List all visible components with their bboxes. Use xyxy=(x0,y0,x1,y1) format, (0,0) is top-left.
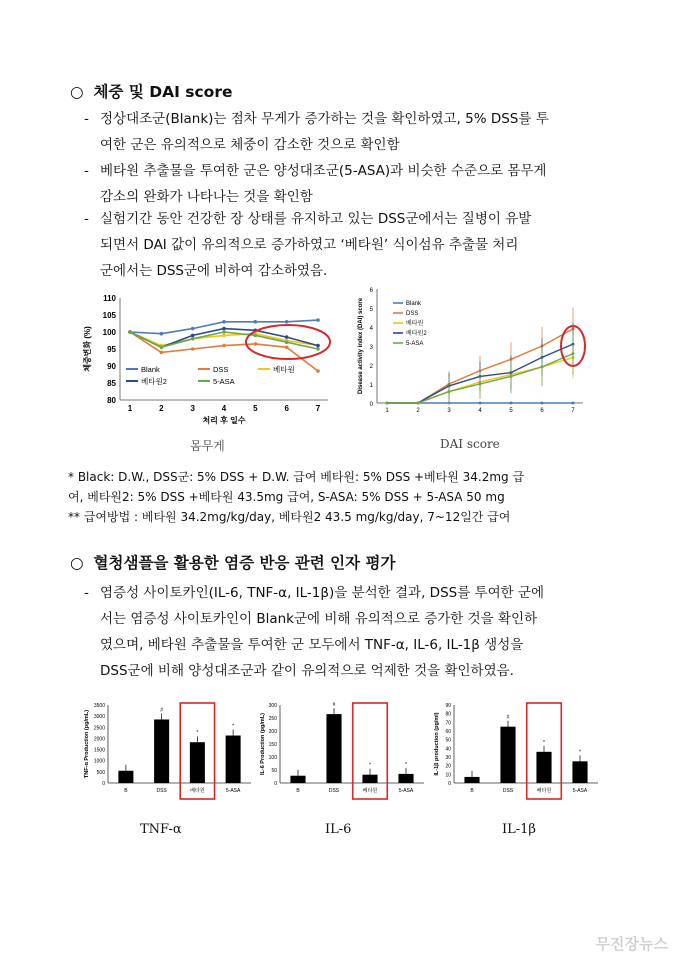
y-tick-label: 105 xyxy=(102,311,116,320)
bullet-line: 정상대조군(Blank)는 점차 무게가 증가하는 것을 확인하였고, 5% DSS를 투 xyxy=(100,111,549,127)
series-point xyxy=(572,352,575,355)
x-tick-label: 5 xyxy=(509,408,513,414)
y-tick-label: 0 xyxy=(102,781,105,787)
y-axis-label: IL-6 Production (pg/mL) xyxy=(260,712,266,776)
series-point xyxy=(386,402,389,405)
x-tick-label: 5 xyxy=(253,404,258,413)
note-line: 여, 베타원2: 5% DSS +베타원 43.5mg 급여, S-ASA: 5% DSS + 5-ASA 50 mg xyxy=(68,490,505,504)
series-point xyxy=(285,340,289,344)
y-tick-label: 70 xyxy=(445,720,451,727)
dash: - xyxy=(84,111,89,127)
x-tick-label: 1 xyxy=(385,408,389,414)
bullet-line: 여한 군은 유의적으로 체중이 감소한 것으로 확인함 xyxy=(100,137,400,153)
legend-label: 5-ASA xyxy=(406,341,424,347)
y-tick-label: 250 xyxy=(268,716,277,722)
label-il6: IL-6 xyxy=(325,822,352,837)
legend-label: DSS xyxy=(213,365,229,374)
series-point xyxy=(191,347,195,351)
section-title-text: 체중 및 DAI score xyxy=(93,83,233,101)
significance-mark: * xyxy=(579,749,581,756)
series-point xyxy=(541,402,544,405)
y-tick-label: 1000 xyxy=(93,758,105,765)
y-tick-label: 5 xyxy=(369,307,373,313)
x-tick-label: 2 xyxy=(159,404,164,413)
y-tick-label: 500 xyxy=(96,769,105,776)
legend-label: Blank xyxy=(406,301,422,307)
x-tick-label: DSS xyxy=(156,788,167,794)
series-point xyxy=(316,347,320,351)
x-tick-label: 6 xyxy=(540,408,544,414)
x-tick-label: 7 xyxy=(571,408,575,414)
series-point xyxy=(160,351,164,355)
section-title-weight-dai xyxy=(70,80,233,102)
x-tick-label: DSS xyxy=(502,788,514,794)
bullet-2 xyxy=(84,158,660,210)
y-tick-label: 2000 xyxy=(93,736,105,743)
significance-mark: # xyxy=(160,707,164,714)
y-tick-label: 30 xyxy=(445,755,451,761)
series-point xyxy=(160,332,164,336)
series-point xyxy=(191,337,195,341)
legend-label: DSS xyxy=(406,311,419,317)
bar xyxy=(326,714,341,783)
x-tick-label: B xyxy=(470,788,474,794)
weight-change-chart xyxy=(78,290,340,430)
bullet-line: 되면서 DAI 값이 유의적으로 증가하였고 ‘베타원’ 식이섬유 추출물 처리 xyxy=(100,237,519,253)
y-tick-label: 2500 xyxy=(93,725,105,732)
x-tick-label: 3 xyxy=(447,408,451,414)
y-tick-label: 1500 xyxy=(93,747,105,754)
series-point xyxy=(479,383,482,386)
y-tick-label: 3500 xyxy=(93,703,105,709)
series-point xyxy=(541,365,544,368)
y-tick-label: 1 xyxy=(369,383,373,389)
x-tick-label: 베타원 xyxy=(362,788,378,794)
il1b-chart xyxy=(432,695,604,805)
legend-label: 5-ASA xyxy=(213,377,235,386)
label-tnf: TNF-α xyxy=(140,822,182,837)
x-axis-label: 처리 후 일수 xyxy=(202,416,246,425)
y-tick-label: 90 xyxy=(445,703,451,709)
bar xyxy=(154,719,169,783)
significance-mark: * xyxy=(232,723,235,730)
y-tick-label: 0 xyxy=(274,781,277,787)
bar xyxy=(572,761,587,783)
x-tick-label: 4 xyxy=(478,408,482,414)
y-tick-label: 6 xyxy=(369,288,373,294)
series-point xyxy=(128,330,132,334)
series-point xyxy=(254,334,258,338)
bar xyxy=(226,736,241,783)
series-point xyxy=(222,320,226,324)
y-tick-label: 50 xyxy=(445,737,451,744)
bullet-3 xyxy=(84,206,660,284)
y-tick-label: 0 xyxy=(448,781,451,787)
bar xyxy=(536,752,551,783)
x-tick-label: 베타원 xyxy=(190,788,205,794)
series-point xyxy=(191,327,195,331)
bullet-line: 군에서는 DSS군에 비하여 감소하였음. xyxy=(100,263,328,279)
legend-label: 베타원 xyxy=(406,321,424,327)
y-tick-label: 80 xyxy=(445,711,451,718)
series-point xyxy=(285,346,289,350)
series-point xyxy=(316,369,320,373)
x-tick-label: 5-ASA xyxy=(572,788,588,794)
x-tick-label: 베타원 xyxy=(536,788,552,794)
bullet-line: 감소의 완화가 나타나는 것을 확인함 xyxy=(100,189,313,205)
y-axis-label: Disease activity index (DAI) score xyxy=(358,297,364,395)
series-point xyxy=(222,344,226,348)
x-tick-label: 3 xyxy=(190,404,195,413)
series-point xyxy=(510,375,513,378)
series-point xyxy=(254,320,258,324)
caption-dai: DAI score xyxy=(440,437,500,451)
dai-score-chart xyxy=(355,285,590,430)
series-point xyxy=(160,346,164,350)
bullet-line: 서는 염증성 사이토카인이 Blank군에 비해 유의적으로 증가한 것을 확인하 xyxy=(100,611,538,627)
section-title-text: 혈청샘플을 활용한 염증 반응 관련 인자 평가 xyxy=(93,554,396,572)
bullet-1 xyxy=(84,106,660,158)
y-tick-label: 110 xyxy=(103,294,116,303)
dash: - xyxy=(84,163,89,179)
y-tick-label: 40 xyxy=(445,746,451,753)
bar xyxy=(362,775,377,783)
y-tick-label: 200 xyxy=(268,729,277,735)
note-line: ** 급여방법 : 베타원 34.2mg/kg/day, 베타원2 43.5 mg/kg/day, 7~12일간 급여 xyxy=(68,510,511,524)
x-tick-label: DSS xyxy=(328,788,340,794)
x-tick-label: 7 xyxy=(315,404,321,413)
y-tick-label: 100 xyxy=(102,328,116,337)
series-point xyxy=(417,402,420,405)
significance-mark: * xyxy=(405,761,407,768)
series-point xyxy=(191,334,195,338)
x-tick-label: B xyxy=(124,788,128,794)
y-tick-label: 95 xyxy=(107,345,116,354)
bullet-circle: ○ xyxy=(70,83,84,101)
series-point xyxy=(254,342,258,346)
highlight-box xyxy=(353,703,388,799)
series-point xyxy=(222,327,226,331)
legend-label: 베타원2 xyxy=(406,331,427,337)
y-tick-label: 300 xyxy=(268,703,277,709)
series-point xyxy=(222,334,226,338)
x-tick-label: 1 xyxy=(127,404,133,413)
x-tick-label: 5-ASA xyxy=(398,788,414,794)
legend-label: 베타원2 xyxy=(141,377,167,386)
y-tick-label: 150 xyxy=(268,742,277,748)
note-line: * Black: D.W., DSS군: 5% DSS + D.W. 급여 베타원: 5% DSS +베타원 34.2mg 급 xyxy=(68,470,525,484)
dash: - xyxy=(84,211,89,227)
series-point xyxy=(316,344,320,348)
il6-chart xyxy=(258,695,430,805)
bar xyxy=(464,777,479,783)
bullet-line: 베타원 추출물을 투여한 군은 양성대조군(5-ASA)과 비슷한 수준으로 몸무게 xyxy=(100,163,547,179)
y-axis-label: TNF-α Production (pg/mL) xyxy=(84,709,90,779)
series-point xyxy=(222,330,226,334)
significance-mark: * xyxy=(543,739,545,746)
y-tick-label: 3000 xyxy=(93,714,105,721)
y-tick-label: 100 xyxy=(268,755,277,761)
y-tick-label: 0 xyxy=(369,402,373,408)
series-point xyxy=(479,402,482,405)
y-axis-label: 체중변화 (%) xyxy=(83,326,92,372)
legend-label: 베타원 xyxy=(273,365,295,374)
x-tick-label: 2 xyxy=(416,408,420,414)
significance-mark: * xyxy=(196,730,199,737)
series-point xyxy=(285,335,289,339)
significance-mark: # xyxy=(506,714,510,721)
series-point xyxy=(285,320,289,324)
significance-mark: # xyxy=(332,702,336,709)
x-tick-label: B xyxy=(296,788,300,794)
bullet-line: 염증성 사이토카인(IL-6, TNF-α, IL-1β)을 분석한 결과, DSS를 투여한 군에 xyxy=(100,585,545,601)
y-tick-label: 2 xyxy=(369,364,373,370)
series-point xyxy=(572,402,575,405)
caption-weight: 몸무게 xyxy=(190,439,225,453)
x-tick-label: 6 xyxy=(284,404,289,413)
y-tick-label: 90 xyxy=(107,362,116,371)
series-point xyxy=(316,318,320,322)
bar xyxy=(398,774,413,783)
y-axis-label: IL-1β production (pg/ml) xyxy=(434,712,440,776)
y-tick-label: 20 xyxy=(445,763,451,770)
x-tick-label: 5-ASA xyxy=(225,788,241,794)
watermark-logo: 무진장뉴스 xyxy=(595,935,668,953)
notes-block xyxy=(68,467,628,527)
bullet-cytokine xyxy=(84,580,660,684)
y-tick-label: 60 xyxy=(445,729,451,735)
y-tick-label: 80 xyxy=(107,396,116,405)
section-title-inflammation xyxy=(70,551,395,573)
series-point xyxy=(510,402,513,405)
dash: - xyxy=(84,585,89,601)
y-tick-label: 4 xyxy=(369,326,373,332)
y-tick-label: 10 xyxy=(445,772,451,779)
bullet-line: 였으며, 베타원 추출물을 투여한 군 모두에서 TNF-α, IL-6, IL-1β 생성을 xyxy=(100,637,524,653)
y-tick-label: 85 xyxy=(107,379,116,388)
bullet-line: 실험기간 동안 건강한 장 상태를 유지하고 있는 DSS군에서는 질병이 유발 xyxy=(100,211,532,227)
bar xyxy=(190,742,205,783)
y-tick-label: 50 xyxy=(271,768,277,774)
significance-mark: * xyxy=(369,762,371,769)
y-tick-label: 3 xyxy=(369,345,373,351)
bullet-circle: ○ xyxy=(70,554,84,572)
label-il1b: IL-1β xyxy=(502,822,536,837)
bullet-line: DSS군에 비해 양성대조군과 같이 유의적으로 억제한 것을 확인하였음. xyxy=(100,663,514,679)
tnf-alpha-chart xyxy=(82,695,257,805)
bar xyxy=(500,727,515,783)
legend-label: Blank xyxy=(141,365,160,374)
bar xyxy=(290,776,305,783)
series-point xyxy=(448,390,451,393)
bar xyxy=(118,771,133,783)
x-tick-label: 4 xyxy=(221,404,227,413)
